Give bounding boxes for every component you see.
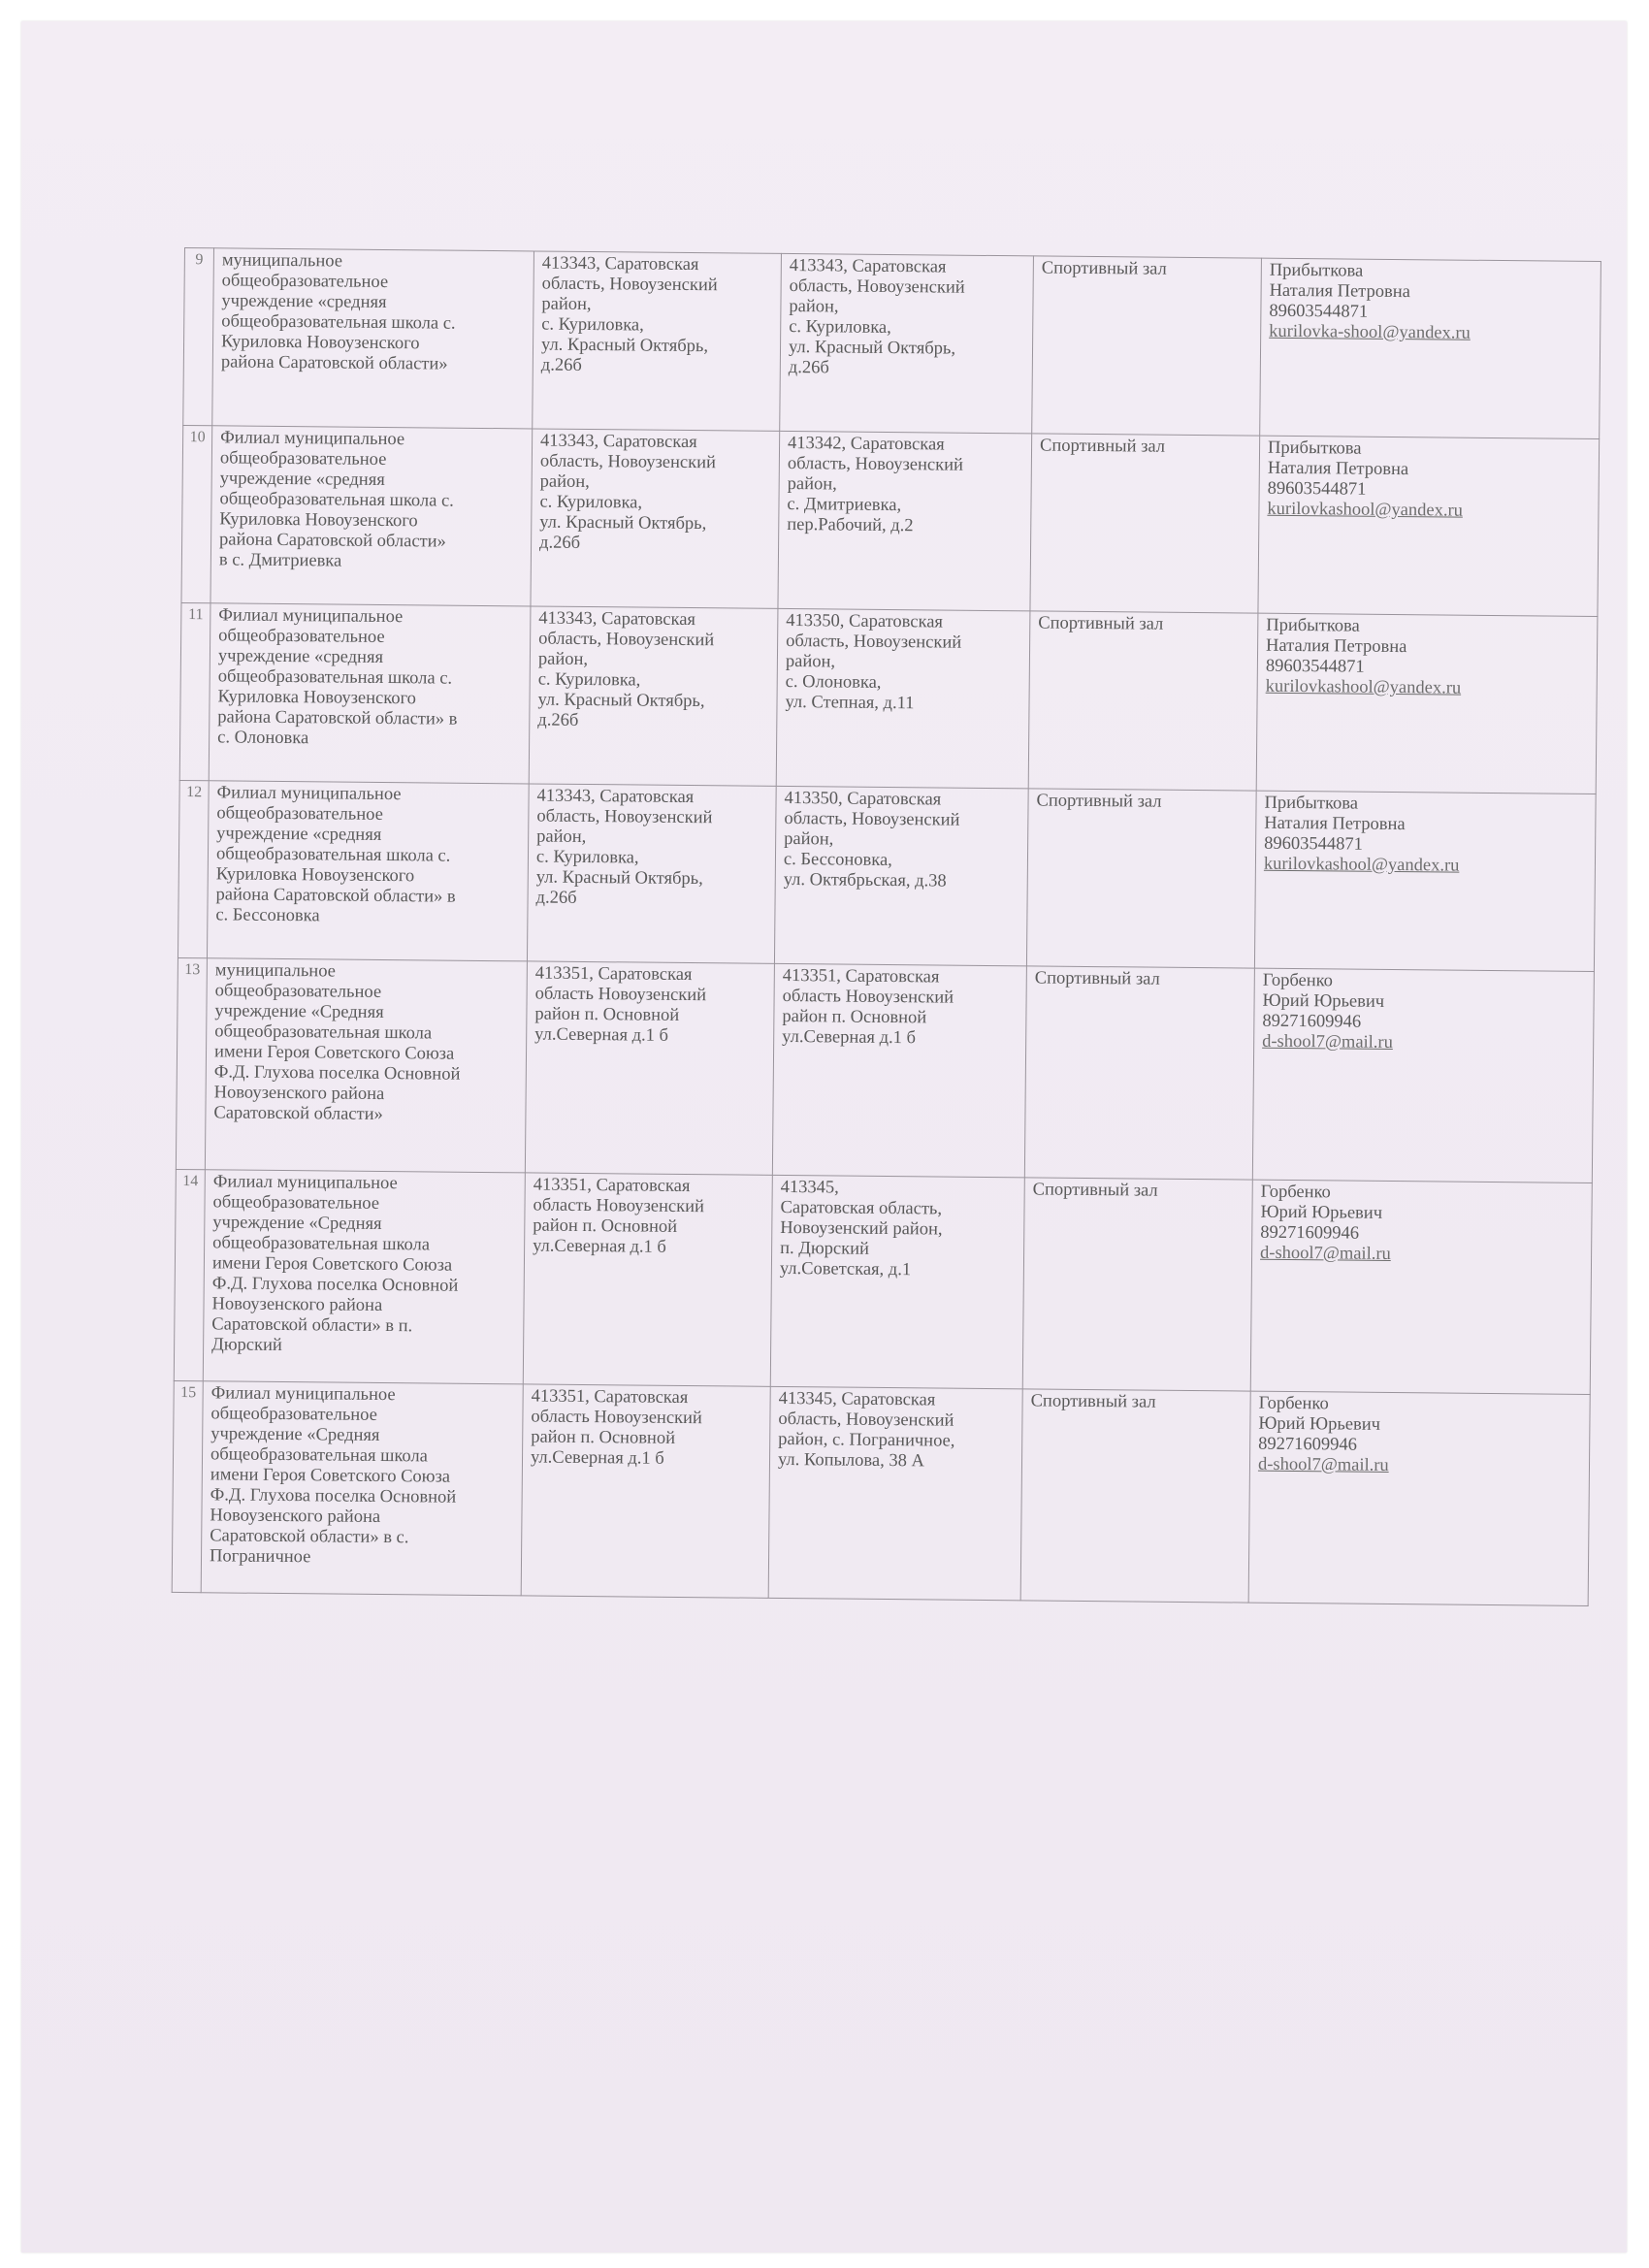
organization-name-line: в с. Дмитриевка: [218, 550, 342, 571]
contact-email[interactable]: kurilovkashool@yandex.ru: [1265, 676, 1462, 698]
facility-cell: [1020, 1389, 1250, 1603]
row-number-cell: [178, 780, 209, 957]
table-row: [178, 780, 1596, 971]
row-number: 10: [189, 429, 206, 446]
actual-address-line: 413351, Саратовская: [782, 965, 940, 988]
legal-address-cell: [529, 606, 778, 786]
legal-address-line: район,: [541, 294, 592, 315]
organization-cell: [205, 958, 527, 1173]
contact-email[interactable]: d-shool7@mail.ru: [1260, 1243, 1391, 1264]
table-row: [176, 957, 1594, 1183]
organization-name-line: Ф.Д. Глухова поселка Основной: [211, 1274, 459, 1296]
table-row: [172, 1380, 1590, 1605]
legal-address-line: ул.Северная д.1 б: [530, 1447, 664, 1469]
legal-address-line: район п. Основной: [534, 1004, 680, 1025]
legal-address-line: район,: [537, 649, 589, 670]
actual-address-cell: [778, 431, 1032, 610]
actual-address-line: ул.Северная д.1 б: [782, 1026, 917, 1049]
facilities-table: [172, 247, 1601, 1606]
organization-name-line: Саратовской области»: [213, 1103, 383, 1125]
organization-name-line: Ф.Д. Глухова поселка Основной: [213, 1062, 461, 1085]
organization-cell: [201, 1381, 523, 1596]
actual-address-cell: [780, 253, 1034, 433]
organization-name-line: общеобразовательное: [214, 981, 382, 1002]
organization-name-line: Филиал муниципальное: [220, 428, 405, 450]
organization-name-line: Филиал муниципальное: [218, 605, 404, 628]
contact-name-line: Горбенко: [1258, 1393, 1329, 1414]
contact-cell: [1250, 1180, 1592, 1394]
organization-name-line: с. Бессоновка: [215, 905, 320, 926]
contact-name-line: Горбенко: [1262, 970, 1334, 991]
organization-name-line: Куриловка Новоузенского: [215, 864, 415, 887]
legal-address-line: область, Новоузенский: [538, 629, 715, 651]
organization-name-line: муниципальное: [221, 250, 343, 272]
organization-name-line: общеобразовательная школа: [212, 1233, 431, 1255]
organization-name-line: учреждение «Средняя: [212, 1213, 382, 1234]
actual-address-line: с. Олоновка,: [785, 671, 882, 693]
organization-name-line: учреждение «Средняя: [214, 1001, 384, 1023]
actual-address-line: д.26б: [788, 357, 829, 378]
row-number: 11: [188, 606, 204, 624]
facility-cell: [1032, 256, 1262, 436]
facility-name: Спортивный зал: [1032, 1180, 1158, 1201]
row-number-cell: [176, 957, 207, 1169]
actual-address-line: Новоузенский район,: [780, 1217, 943, 1240]
legal-address-line: с. Куриловка,: [539, 492, 643, 513]
facility-name: Спортивный зал: [1038, 613, 1164, 634]
organization-name-line: учреждение «средняя: [219, 469, 385, 490]
organization-name-line: Новоузенского района: [210, 1506, 381, 1527]
legal-address-line: район п. Основной: [533, 1215, 678, 1237]
contact-phone: 89271609946: [1260, 1222, 1360, 1244]
organization-name-line: Новоузенского района: [211, 1294, 383, 1316]
organization-name-line: Ф.Д. Глухова поселка Основной: [210, 1485, 457, 1507]
legal-address-cell: [523, 1173, 772, 1386]
contact-cell: [1248, 1391, 1590, 1605]
actual-address-line: область, Новоузенский: [786, 631, 962, 653]
scanned-page: [21, 21, 1627, 2252]
facility-cell: [1022, 1178, 1252, 1391]
legal-address-line: область Новоузенский: [534, 984, 707, 1006]
actual-address-line: ул. Красный Октябрь,: [788, 337, 956, 359]
legal-address-line: 413351, Саратовская: [531, 1386, 689, 1409]
legal-address-line: ул.Северная д.1 б: [533, 1236, 666, 1257]
organization-name-line: Куриловка Новоузенского: [219, 509, 418, 532]
actual-address-line: область, Новоузенский: [789, 275, 965, 298]
organization-cell: [212, 248, 534, 429]
facility-name: Спортивный зал: [1039, 436, 1166, 457]
contact-cell: [1254, 791, 1596, 971]
actual-address-line: 413345, Саратовская: [778, 1388, 936, 1410]
organization-name-line: общеобразовательная школа: [214, 1021, 433, 1044]
actual-address-line: с. Дмитриевка,: [787, 494, 902, 516]
facility-cell: [1024, 966, 1254, 1180]
legal-address-cell: [525, 961, 774, 1175]
organization-name-line: общеобразовательное: [218, 626, 385, 648]
contact-cell: [1252, 968, 1594, 1183]
actual-address-line: район,: [784, 828, 834, 850]
organization-name-line: Куриловка Новоузенского: [217, 687, 417, 709]
organization-name-line: имени Героя Советского Союза: [213, 1042, 455, 1064]
contact-cell: [1260, 258, 1601, 438]
organization-name-line: общеобразовательная школа: [210, 1444, 429, 1467]
contact-email[interactable]: d-shool7@mail.ru: [1262, 1031, 1393, 1053]
contact-phone: 89603544871: [1265, 656, 1365, 677]
legal-address-line: с. Куриловка,: [541, 314, 644, 336]
legal-address-line: д.26б: [535, 888, 577, 908]
organization-name-line: учреждение «средняя: [216, 824, 382, 845]
legal-address-line: ул. Красный Октябрь,: [539, 512, 707, 535]
actual-address-cell: [776, 608, 1030, 788]
table-row: [179, 602, 1598, 794]
organization-name-line: учреждение «средняя: [217, 646, 384, 667]
organization-name-line: общеобразовательная школа с.: [219, 489, 454, 511]
legal-address-line: район,: [536, 826, 587, 848]
row-number: 13: [184, 961, 201, 979]
actual-address-line: ул. Степная, д.11: [785, 692, 915, 714]
organization-name-line: учреждение «Средняя: [210, 1424, 380, 1445]
organization-name-line: Куриловка Новоузенского: [220, 332, 420, 354]
legal-address-line: д.26б: [537, 710, 579, 730]
actual-address-line: район,: [785, 651, 836, 672]
legal-address-cell: [521, 1384, 770, 1598]
row-number: 12: [186, 784, 203, 801]
actual-address-line: область, Новоузенский: [787, 453, 964, 475]
legal-address-cell: [533, 251, 782, 431]
organization-cell: [207, 781, 529, 961]
organization-name-line: общеобразовательная школа с.: [221, 311, 456, 334]
organization-name-line: имени Героя Советского Союза: [210, 1465, 451, 1487]
organization-name-line: учреждение «средняя: [221, 291, 387, 313]
facility-name: Спортивный зал: [1030, 1391, 1156, 1412]
actual-address-line: с. Бессоновка,: [783, 849, 892, 871]
organization-name-line: общеобразовательное: [219, 448, 387, 470]
actual-address-line: ул. Копылова, 38 А: [777, 1449, 924, 1472]
contact-phone: 89603544871: [1269, 301, 1369, 322]
contact-name-line: Прибыткова: [1267, 437, 1362, 459]
legal-address-line: область, Новоузенский: [539, 451, 717, 473]
facility-cell: [1030, 434, 1260, 613]
actual-address-line: ул. Октябрьская, д.38: [783, 869, 947, 891]
contact-name-line: Юрий Юрьевич: [1260, 1202, 1383, 1223]
actual-address-line: Саратовская область,: [780, 1197, 943, 1219]
legal-address-line: с. Куриловка,: [537, 669, 641, 691]
contact-email[interactable]: kurilovkashool@yandex.ru: [1263, 854, 1460, 876]
actual-address-line: 413345,: [780, 1177, 839, 1198]
actual-address-line: пер.Рабочий, д.2: [787, 514, 914, 536]
row-number-cell: [172, 1380, 203, 1592]
actual-address-line: район п. Основной: [782, 1006, 927, 1028]
organization-name-line: Саратовской области» в с.: [210, 1526, 409, 1548]
legal-address-line: с. Куриловка,: [535, 847, 639, 868]
contact-phone: 89603544871: [1267, 478, 1367, 500]
organization-name-line: общеобразовательная школа с.: [217, 666, 453, 689]
actual-address-cell: [774, 786, 1028, 965]
legal-address-line: 413343, Саратовская: [540, 431, 697, 453]
contact-email[interactable]: d-shool7@mail.ru: [1257, 1454, 1389, 1475]
organization-cell: [209, 603, 531, 784]
contact-name-line: Прибыткова: [1266, 615, 1360, 636]
row-number: 14: [182, 1173, 199, 1190]
facility-cell: [1026, 789, 1256, 968]
actual-address-line: 413350, Саратовская: [784, 788, 942, 810]
organization-name-line: общеобразовательное: [210, 1404, 378, 1425]
actual-address-cell: [768, 1386, 1022, 1600]
row-number-cell: [179, 602, 210, 780]
legal-address-line: район,: [539, 471, 590, 493]
actual-address-line: район,: [789, 296, 839, 317]
row-number-cell: [183, 248, 214, 426]
legal-address-line: район п. Основной: [531, 1427, 676, 1448]
contact-email[interactable]: kurilovka-shool@yandex.ru: [1269, 321, 1471, 343]
legal-address-line: ул. Красный Октябрь,: [540, 335, 709, 357]
legal-address-line: д.26б: [540, 355, 582, 375]
contact-name-line: Прибыткова: [1264, 793, 1359, 814]
legal-address-line: 413351, Саратовская: [534, 963, 693, 986]
legal-address-cell: [527, 784, 776, 963]
actual-address-cell: [772, 963, 1026, 1177]
legal-address-line: область, Новоузенский: [541, 274, 718, 296]
actual-address-line: область Новоузенский: [782, 986, 954, 1008]
organization-name-line: района Саратовской области»: [220, 352, 448, 374]
legal-address-line: область Новоузенский: [533, 1195, 705, 1217]
contact-name-line: Горбенко: [1260, 1182, 1331, 1203]
organization-name-line: общеобразовательное: [221, 271, 389, 293]
legal-address-line: 413343, Саратовская: [541, 253, 699, 275]
organization-name-line: района Саратовской области» в: [217, 707, 458, 729]
table-row: [174, 1169, 1592, 1394]
actual-address-line: область, Новоузенский: [778, 1409, 954, 1431]
contact-phone: 89271609946: [1258, 1434, 1358, 1455]
contact-phone: 89603544871: [1264, 833, 1363, 855]
organization-name-line: Пограничное: [209, 1546, 311, 1568]
contact-name-line: Наталия Петровна: [1267, 458, 1409, 480]
contact-name-line: Прибыткова: [1269, 260, 1364, 281]
legal-address-line: 413343, Саратовская: [536, 786, 695, 808]
legal-address-cell: [531, 429, 780, 608]
legal-address-line: 413343, Саратовская: [538, 608, 696, 631]
organization-name-line: района Саратовской области»: [219, 530, 446, 552]
legal-address-line: д.26б: [538, 533, 581, 553]
organization-cell: [210, 426, 533, 606]
table-row: [183, 248, 1601, 439]
contact-phone: 89271609946: [1262, 1011, 1362, 1032]
actual-address-line: ул.Советская, д.1: [779, 1258, 912, 1280]
row-number: 9: [195, 251, 204, 269]
facility-name: Спортивный зал: [1041, 258, 1167, 279]
legal-address-line: область, Новоузенский: [536, 806, 713, 828]
contact-email[interactable]: kurilovkashool@yandex.ru: [1267, 499, 1464, 521]
organization-name-line: Филиал муниципальное: [212, 1172, 398, 1194]
facility-cell: [1028, 611, 1258, 791]
actual-address-cell: [770, 1175, 1024, 1388]
actual-address-line: район,: [787, 473, 837, 495]
actual-address-line: 413343, Саратовская: [789, 255, 947, 277]
organization-name-line: общеобразовательное: [216, 803, 383, 825]
contact-cell: [1258, 436, 1600, 616]
row-number-cell: [174, 1169, 205, 1380]
organization-name-line: Саратовской области» в п.: [211, 1314, 413, 1337]
organization-name-line: района Саратовской области» в: [215, 885, 456, 907]
legal-address-line: область Новоузенский: [531, 1407, 702, 1429]
legal-address-line: ул. Красный Октябрь,: [537, 690, 705, 712]
actual-address-line: с. Куриловка,: [789, 316, 891, 338]
table-row: [181, 425, 1600, 616]
organization-name-line: Новоузенского района: [213, 1083, 385, 1105]
contact-name-line: Наталия Петровна: [1266, 635, 1407, 658]
actual-address-line: п. Дюрский: [780, 1238, 870, 1259]
organization-name-line: Филиал муниципальное: [210, 1383, 396, 1406]
actual-address-line: 413342, Саратовская: [787, 433, 945, 455]
legal-address-line: 413351, Саратовская: [533, 1175, 691, 1197]
row-number: 15: [180, 1384, 197, 1402]
organization-name-line: общеобразовательная школа с.: [215, 844, 451, 866]
contact-name-line: Юрий Юрьевич: [1258, 1413, 1381, 1435]
organization-cell: [203, 1170, 525, 1384]
organization-name-line: имени Героя Советского Союза: [211, 1253, 453, 1276]
actual-address-line: область, Новоузенский: [784, 808, 960, 830]
organization-name-line: общеобразовательное: [212, 1192, 380, 1214]
organization-name-line: с. Олоновка: [217, 728, 309, 749]
contact-name-line: Наталия Петровна: [1264, 813, 1406, 835]
contact-name-line: Наталия Петровна: [1269, 280, 1410, 303]
contact-name-line: Юрий Юрьевич: [1262, 990, 1385, 1012]
actual-address-line: район, с. Пограничное,: [778, 1429, 955, 1451]
organization-name-line: Дюрский: [211, 1335, 282, 1356]
organization-name-line: Филиал муниципальное: [216, 783, 402, 805]
table-body: [172, 248, 1600, 1606]
facility-name: Спортивный зал: [1036, 791, 1162, 812]
legal-address-line: ул.Северная д.1 б: [534, 1024, 669, 1046]
facility-name: Спортивный зал: [1034, 968, 1160, 989]
row-number-cell: [181, 425, 212, 602]
actual-address-line: 413350, Саратовская: [786, 610, 944, 632]
contact-cell: [1256, 613, 1598, 794]
legal-address-line: ул. Красный Октябрь,: [535, 867, 703, 890]
organization-name-line: муниципальное: [214, 960, 337, 982]
